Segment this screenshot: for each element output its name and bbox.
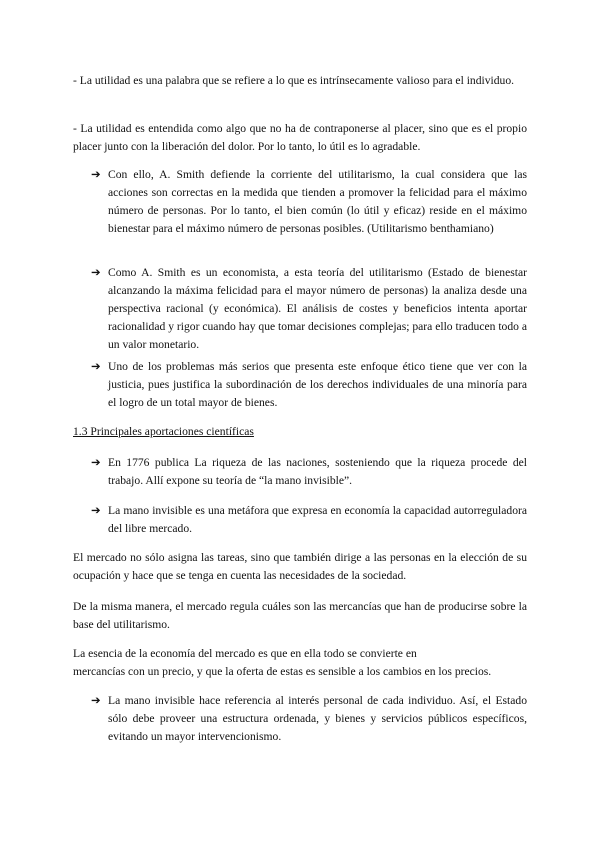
bullet-interes-personal [91, 692, 527, 746]
paragraph-line: mercancías con un precio, y que la oferta de estas es sensible a los cambios en los precios. [73, 665, 492, 678]
paragraph-esencia-mercado [73, 645, 527, 681]
bullet-text: Como A. Smith es un economista, a esta teoría del utilitarismo (Estado de bienestar alcanzando la máxima felicidad para el mayor número de personas) la analiza desde una perspectiva racional (y económica). El análisis de costes y beneficios intenta aportar racionalidad y rigor cuando hay que tomar decisiones complejas; para ello traducen todo a un valor monetario. [108, 266, 527, 351]
paragraph-mercado-regula: De la misma manera, el mercado regula cuáles son las mercancías que han de producirse sobre la base del utilitarismo. [73, 600, 527, 631]
bullet-text: En 1776 publica La riqueza de las naciones, sosteniendo que la riqueza procede del trabajo. Allí expone su teoría de “la mano invisible”. [108, 456, 527, 487]
paragraph-mercado-tareas: El mercado no sólo asigna las tareas, sino que también dirige a las personas en la elección de su ocupación y hace que se tenga en cuenta las necesidades de la sociedad. [73, 551, 527, 582]
arrow-bullet-icon: ➔ [91, 456, 101, 469]
bullet-mano-invisible [91, 502, 527, 538]
paragraph-utilidad-placer: - La utilidad es entendida como algo que no ha de contraponerse al placer, sino que es el propio placer junto con la liberación del dolor. Por lo tanto, lo útil es lo agradable. [73, 122, 527, 153]
arrow-bullet-icon: ➔ [91, 168, 101, 181]
bullet-text: Uno de los problemas más serios que presenta este enfoque ético tiene que ver con la justicia, pues justifica la subordinación de los derechos individuales de una minoría para el logro de un total mayor de bienes. [108, 360, 527, 409]
bullet-problemas [91, 358, 527, 412]
bullet-utilitarismo [91, 166, 527, 238]
arrow-bullet-icon: ➔ [91, 504, 101, 517]
bullet-text: La mano invisible es una metáfora que expresa en economía la capacidad autorreguladora del libre mercado. [108, 504, 527, 535]
paragraph-line: La esencia de la economía del mercado es que en ella todo se convierte en [73, 647, 417, 660]
bullet-economista [91, 264, 527, 354]
paragraph-utilidad-definicion: - La utilidad es una palabra que se refiere a lo que es intrínsecamente valioso para el individuo. [73, 74, 515, 87]
section-heading: 1.3 Principales aportaciones científicas [73, 425, 254, 438]
bullet-text: La mano invisible hace referencia al interés personal de cada individuo. Así, el Estado sólo debe proveer una estructura ordenada, y bienes y servicios públicos específicos, evitando un mayor intervencionismo. [108, 694, 527, 743]
bullet-riqueza-naciones [91, 454, 527, 490]
arrow-bullet-icon: ➔ [91, 360, 101, 373]
arrow-bullet-icon: ➔ [91, 266, 101, 279]
bullet-text: Con ello, A. Smith defiende la corriente del utilitarismo, la cual considera que las acciones son correctas en la medida que tienden a promover la felicidad para el máximo número de personas. Por lo tanto, el bien común (lo útil y eficaz) reside en el máximo bienestar para el máximo número de personas posibles. (Utilitarismo benthamiano) [108, 168, 527, 235]
arrow-bullet-icon: ➔ [91, 694, 101, 707]
